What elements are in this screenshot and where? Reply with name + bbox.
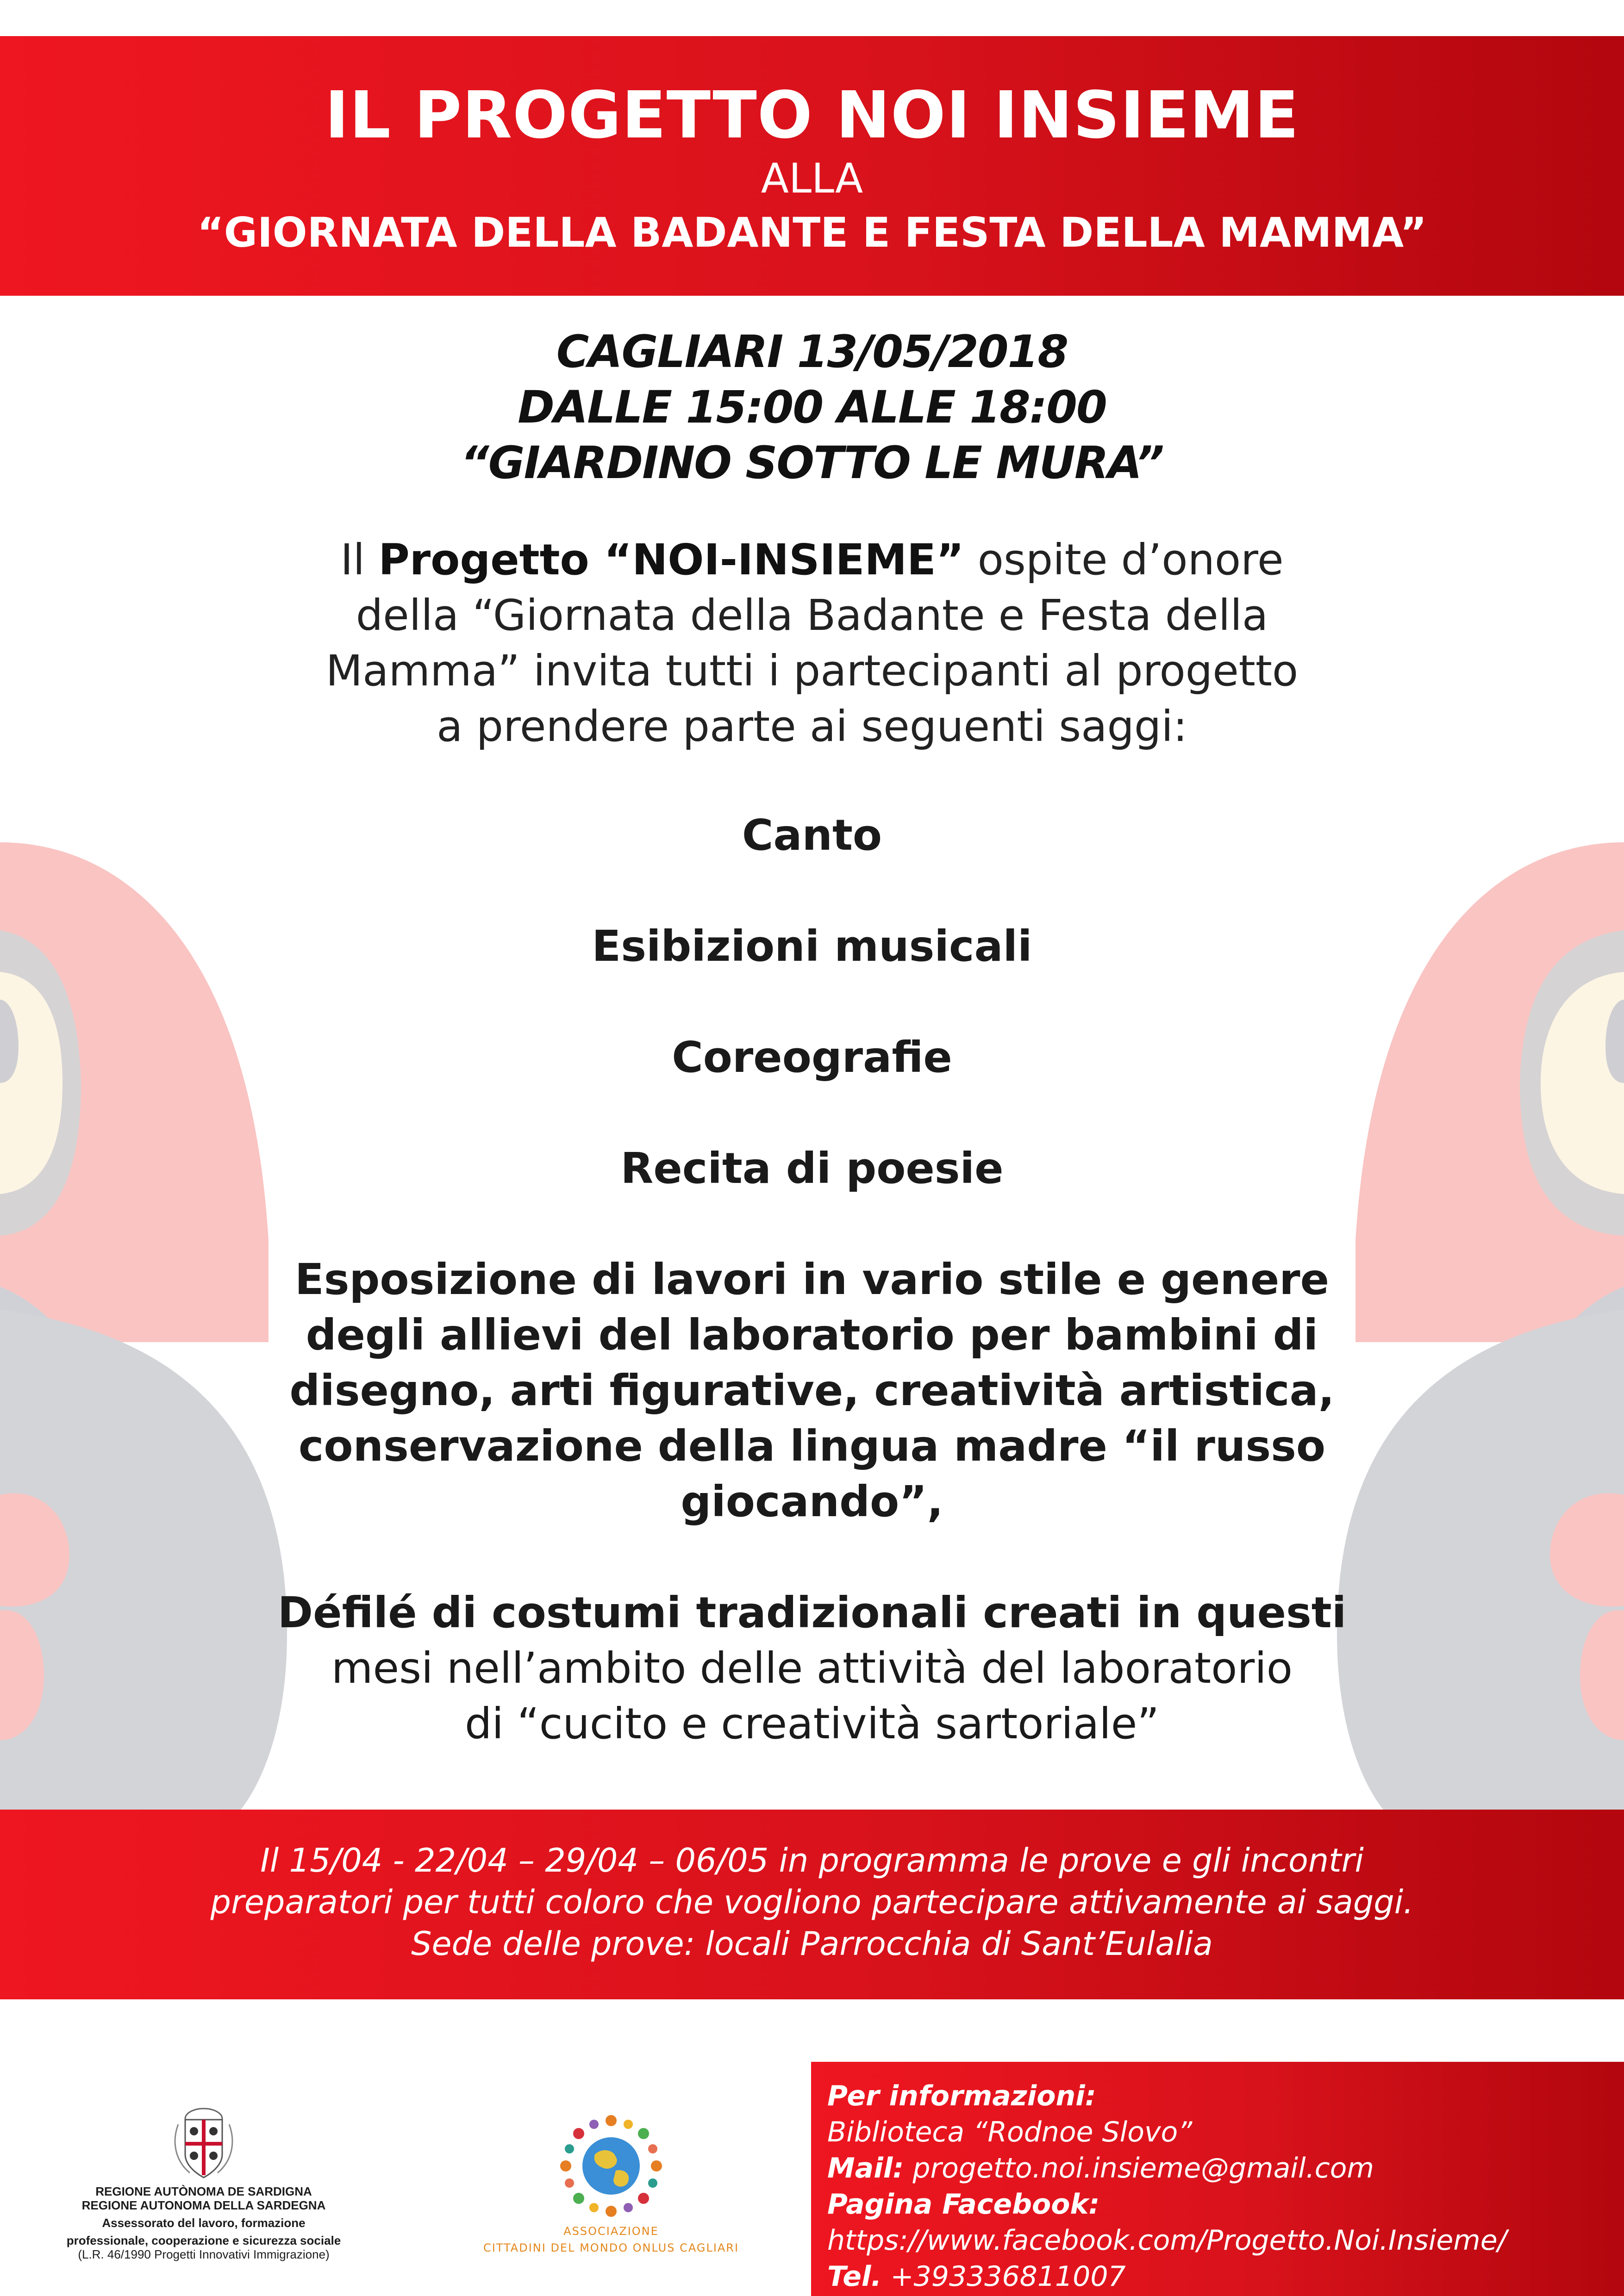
intro-project-name: Progetto “NOI-INSIEME”	[378, 535, 964, 585]
info-mail-link[interactable]: progetto.noi.insieme@gmail.com	[912, 2152, 1374, 2184]
activity-esposizione-line: Esposizione di lavori in vario stile e genere	[294, 1255, 1330, 1304]
event-details	[0, 324, 1624, 491]
region-name-italian: REGIONE AUTONOMA DELLA SARDEGNA	[81, 2198, 326, 2212]
association-logo	[477, 2110, 745, 2286]
header-subtitle: ALLA	[761, 155, 863, 202]
intro-lead: Il	[340, 535, 365, 585]
event-place: “GIARDINO SOTTO LE MURA”	[460, 437, 1164, 489]
association-label-1: ASSOCIAZIONE	[563, 2225, 659, 2238]
notice-line-1: Il 15/04 - 22/04 – 29/04 – 06/05 in programma le prove e gli incontri	[260, 1842, 1364, 1879]
activity-canto: Canto	[742, 810, 882, 860]
globe-people-icon	[556, 2110, 667, 2221]
intro-line-3: Mamma” invita tutti i partecipanti al progetto	[325, 646, 1299, 696]
association-label-2: CITTADINI DEL MONDO ONLUS CAGLIARI	[483, 2241, 739, 2254]
info-mail-label: Mail:	[827, 2152, 904, 2184]
notice-line-2: preparatori per tutti coloro che vogliono partecipare attivamente ai saggi.	[210, 1883, 1414, 1921]
sardinia-crest-icon	[169, 2106, 238, 2180]
info-facebook-label: Pagina Facebook:	[827, 2188, 1100, 2221]
event-name: “GIORNATA DELLA BADANTE E FESTA DELLA MAMMA”	[197, 209, 1427, 256]
region-department-2: professionale, cooperazione e sicurezza sociale	[66, 2234, 341, 2247]
activity-defile	[259, 1585, 1365, 1752]
activity-defile-line: Défilé di costumi tradizionali creati in questi	[277, 1588, 1347, 1637]
intro-line-2: della “Giornata della Badante e Festa della	[356, 591, 1268, 640]
activity-defile-line: mesi nell’ambito delle attività del laboratorio	[331, 1643, 1293, 1693]
info-facebook-link[interactable]: https://www.facebook.com/Progetto.Noi.Insieme/	[827, 2224, 1507, 2257]
intro-line1-tail: ospite d’onore	[977, 535, 1284, 585]
activity-defile-line: di “cucito e creatività sartoriale”	[464, 1699, 1160, 1748]
activities-list	[259, 808, 1365, 1752]
activity-esposizione-line: giocando”,	[681, 1477, 943, 1526]
activity-esposizione-line: degli allievi del laboratorio per bambini di	[306, 1310, 1318, 1360]
info-tel-link[interactable]: +393336811007	[890, 2260, 1126, 2293]
event-time: DALLE 15:00 ALLE 18:00	[518, 381, 1106, 433]
region-department-1: Assessorato del lavoro, formazione	[102, 2216, 306, 2230]
rehearsal-notice	[0, 1810, 1624, 1999]
matryoshka-left-decoration	[0, 824, 287, 1810]
page-title: IL PROGETTO NOI INSIEME	[325, 78, 1299, 153]
activity-esibizioni: Esibizioni musicali	[592, 921, 1032, 971]
info-tel-label: Tel.	[827, 2260, 882, 2293]
info-library: Biblioteca “Rodnoe Slovo”	[827, 2116, 1193, 2148]
notice-line-3: Sede delle prove: locali Parrocchia di Sant’Eulalia	[411, 1925, 1213, 1963]
activity-esposizione-line: conservazione della lingua madre “il russo	[298, 1421, 1326, 1471]
footer	[0, 1999, 1624, 2296]
intro-line-4: a prendere parte ai seguenti saggi:	[437, 702, 1187, 751]
activity-esposizione-line: disegno, arti figurative, creatività artistica,	[289, 1366, 1335, 1415]
region-law: (L.R. 46/1990 Progetti Innovativi Immigrazione)	[78, 2247, 330, 2261]
header-banner	[0, 36, 1624, 296]
region-name-sardinian: REGIONE AUTÒNOMA DE SARDIGNA	[95, 2184, 312, 2198]
intro-line-1	[278, 532, 1346, 588]
activity-recita: Recita di poesie	[620, 1144, 1004, 1193]
intro-paragraph	[278, 532, 1346, 754]
activity-esposizione	[259, 1252, 1365, 1530]
info-heading: Per informazioni:	[827, 2080, 1096, 2112]
contact-info-box	[811, 2062, 1624, 2296]
matryoshka-right-decoration	[1337, 824, 1624, 1810]
region-sardinia-logo	[28, 2106, 380, 2291]
activity-coreografie: Coreografie	[672, 1033, 952, 1082]
event-city-date: CAGLIARI 13/05/2018	[556, 326, 1068, 378]
